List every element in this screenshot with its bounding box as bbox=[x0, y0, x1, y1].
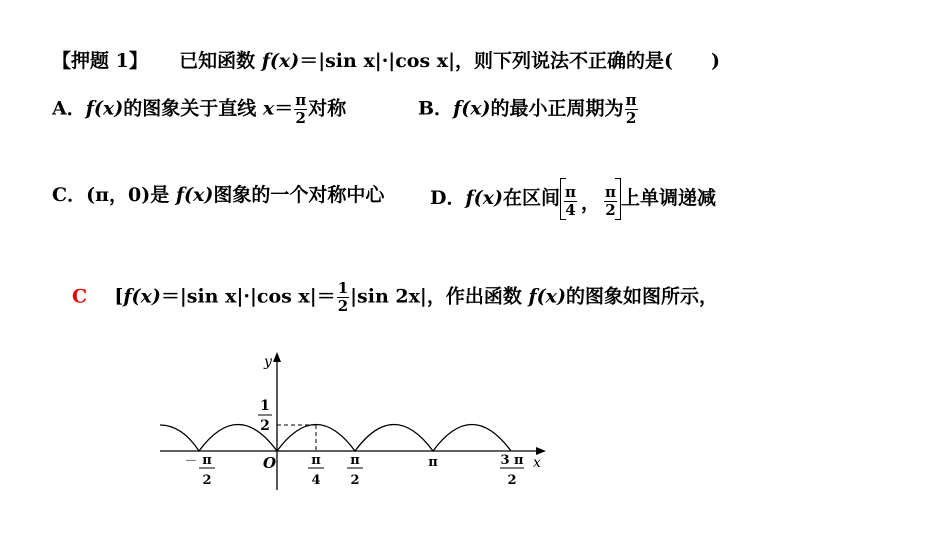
option-a-var: x bbox=[262, 97, 275, 120]
y-axis-label: y bbox=[264, 354, 272, 370]
svg-text:3 π: 3 π bbox=[500, 453, 524, 468]
option-d-text2: 上单调递减 bbox=[620, 187, 716, 209]
answer-fraction: $\frac{1}{2}$ bbox=[337, 279, 349, 315]
svg-text:π: π bbox=[311, 453, 321, 468]
option-a-text: 的图象关于直线 bbox=[123, 97, 263, 120]
option-c-text2: 图象的一个对称中心 bbox=[213, 184, 385, 206]
svg-text:2: 2 bbox=[202, 473, 212, 488]
x-axis-label: x bbox=[533, 455, 541, 471]
curve bbox=[160, 425, 511, 452]
option-d-interval: $\frac{\pi}{4}$ ， $\frac{\pi}{2}$ bbox=[560, 180, 621, 218]
option-a-fx: f(x) bbox=[85, 97, 124, 120]
option-c-point: (π，0) bbox=[86, 184, 151, 206]
option-c-text: 是 bbox=[150, 184, 176, 206]
answer-expr1: ＝|sin x|·|cos x|＝ bbox=[160, 285, 336, 308]
x-tick-pi bbox=[428, 455, 438, 470]
answer-expr2: |sin 2x| bbox=[350, 285, 427, 308]
stem-prefix: 已知函数 bbox=[179, 50, 262, 72]
option-a-label: A． bbox=[52, 97, 86, 120]
option-a-text2: 对称 bbox=[308, 97, 347, 120]
answer-fx: f(x) bbox=[123, 285, 161, 308]
answer-fx2: f(x) bbox=[528, 285, 566, 308]
answer-letter: C bbox=[72, 285, 88, 308]
x-tick-pi-2 bbox=[347, 453, 363, 488]
x-tick-neg-pi-2 bbox=[184, 453, 215, 488]
stem-expr: ＝|sin x|·|cos x|，则下列说法不正确的是( ) bbox=[299, 50, 720, 72]
svg-text:2: 2 bbox=[350, 473, 360, 488]
x-tick-3pi-2 bbox=[500, 453, 524, 488]
answer-bracket: [ bbox=[114, 285, 124, 308]
stem-fx: f(x) bbox=[261, 50, 300, 72]
option-a-fraction: $\frac{\pi}{2}$ bbox=[295, 91, 307, 127]
svg-text:π: π bbox=[428, 455, 438, 470]
option-b-label: B． bbox=[418, 97, 454, 120]
svg-text:4: 4 bbox=[311, 473, 321, 488]
y-tick-half-num: 1 bbox=[260, 398, 270, 414]
answer-text: ，作出函数 bbox=[426, 285, 529, 308]
svg-text:π: π bbox=[350, 453, 360, 468]
origin-label: O bbox=[263, 454, 277, 472]
svg-text:2: 2 bbox=[507, 473, 517, 488]
option-a-eq: ＝ bbox=[274, 97, 294, 120]
x-axis-arrow bbox=[536, 447, 546, 455]
option-b-fx: f(x) bbox=[453, 97, 491, 120]
option-b-fraction: $\frac{\pi}{2}$ bbox=[625, 91, 637, 127]
svg-text:－: － bbox=[184, 454, 198, 469]
problem-tag: 【押题 1】 bbox=[52, 50, 148, 72]
svg-text:π: π bbox=[202, 453, 212, 468]
option-b-text: 的最小正周期为 bbox=[490, 97, 624, 120]
answer-text2: 的图象如图所示， bbox=[565, 285, 718, 308]
y-axis-arrow bbox=[273, 352, 281, 362]
x-tick-pi-4 bbox=[308, 453, 324, 488]
option-c-label: C． bbox=[52, 184, 87, 206]
option-d-fx: f(x) bbox=[465, 187, 503, 209]
option-d-label: D． bbox=[430, 187, 466, 209]
option-c-fx: f(x) bbox=[175, 184, 214, 206]
y-tick-half-den: 2 bbox=[260, 418, 270, 434]
option-d-text: 在区间 bbox=[502, 187, 560, 209]
